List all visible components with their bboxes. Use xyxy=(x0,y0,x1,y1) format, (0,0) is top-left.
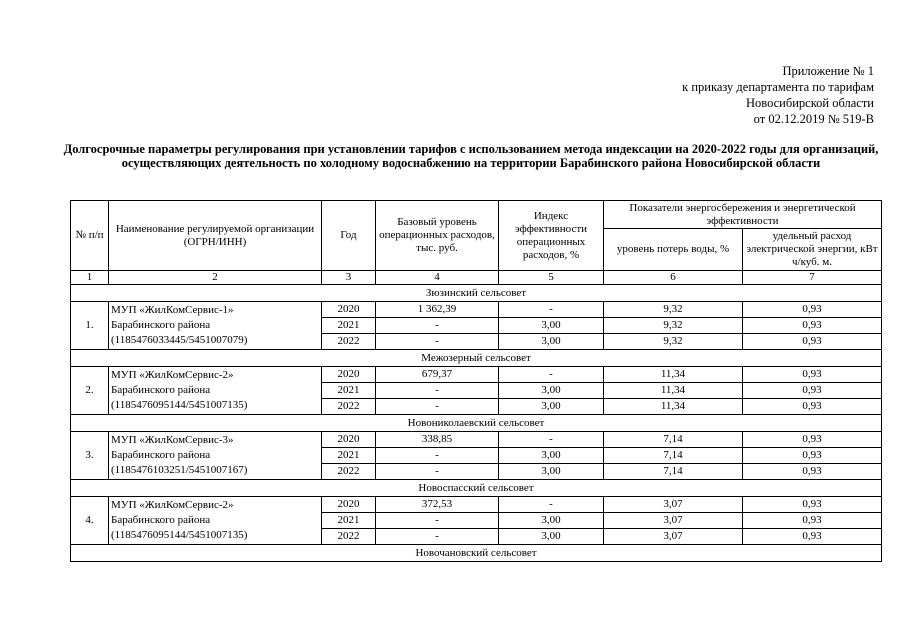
column-number: 3 xyxy=(322,271,376,285)
table-row xyxy=(71,432,882,448)
appendix-line-2: к приказу департамента по тарифам xyxy=(682,80,874,94)
water-loss-cell: 7,14 xyxy=(604,464,743,480)
org-district: Барабинского района xyxy=(111,449,211,461)
org-name: МУП «ЖилКомСервис-3» xyxy=(111,434,234,446)
water-loss-cell: 11,34 xyxy=(604,367,743,383)
appendix-line-4: от 02.12.2019 № 519-В xyxy=(753,112,874,126)
column-number: 1 xyxy=(71,271,109,285)
organization-cell xyxy=(109,497,322,545)
appendix-line-1: Приложение № 1 xyxy=(782,64,874,78)
year-cell: 2021 xyxy=(322,318,376,334)
parameters-table xyxy=(70,200,882,562)
water-loss-cell: 7,14 xyxy=(604,448,743,464)
year-cell: 2022 xyxy=(322,464,376,480)
power-use-cell: 0,93 xyxy=(743,432,882,448)
table-row xyxy=(71,302,882,318)
column-number: 5 xyxy=(499,271,604,285)
base-level-cell: - xyxy=(376,448,499,464)
power-use-cell: 0,93 xyxy=(743,302,882,318)
year-cell: 2020 xyxy=(322,367,376,383)
org-ids: (1185476095144/5451007135) xyxy=(111,399,248,411)
power-use-cell: 0,93 xyxy=(743,464,882,480)
appendix-line-3: Новосибирской области xyxy=(745,96,874,110)
section-row xyxy=(71,480,882,497)
efficiency-index-cell: - xyxy=(499,367,604,383)
power-use-cell: 0,93 xyxy=(743,513,882,529)
org-district: Барабинского района xyxy=(111,384,211,396)
power-use-cell: 0,93 xyxy=(743,367,882,383)
power-use-cell: 0,93 xyxy=(743,448,882,464)
year-cell: 2020 xyxy=(322,497,376,513)
power-use-cell: 0,93 xyxy=(743,383,882,399)
efficiency-index-cell: 3,00 xyxy=(499,464,604,480)
water-loss-cell: 9,32 xyxy=(604,318,743,334)
water-loss-cell: 9,32 xyxy=(604,302,743,318)
water-loss-cell: 11,34 xyxy=(604,383,743,399)
base-level-cell: 1 362,39 xyxy=(376,302,499,318)
row-number: 2. xyxy=(71,367,109,415)
year-cell: 2020 xyxy=(322,302,376,318)
efficiency-index-cell: - xyxy=(499,302,604,318)
water-loss-cell: 3,07 xyxy=(604,513,743,529)
section-row xyxy=(71,285,882,302)
document-title: Долгосрочные параметры регулирования при установлении тарифов с использованием метода индексации на 2020-2022 годы для организаций, осуществляющих деятельность по холодному водоснабжению на территории Барабинского района Новосибирской области xyxy=(63,142,879,170)
year-cell: 2022 xyxy=(322,399,376,415)
org-ids: (1185476033445/5451007079) xyxy=(111,334,248,346)
column-numbers-row xyxy=(71,271,882,285)
header-water-loss: уровень потерь воды, % xyxy=(604,229,743,271)
section-row xyxy=(71,415,882,432)
org-district: Барабинского района xyxy=(111,319,211,331)
efficiency-index-cell: 3,00 xyxy=(499,529,604,545)
efficiency-index-cell: - xyxy=(499,497,604,513)
header-org: Наименование регулируемой организации (ОГРН/ИНН) xyxy=(109,201,322,271)
section-name: Новониколаевский сельсовет xyxy=(71,415,882,432)
header-energy-group: Показатели энергосбережения и энергетической эффективности xyxy=(604,201,882,229)
column-number: 2 xyxy=(109,271,322,285)
header-power-use: удельный расход электрической энергии, кВт ч/куб. м. xyxy=(743,229,882,271)
org-ids: (1185476095144/5451007135) xyxy=(111,529,248,541)
year-cell: 2021 xyxy=(322,448,376,464)
section-name: Межозерный сельсовет xyxy=(71,350,882,367)
water-loss-cell: 3,07 xyxy=(604,497,743,513)
org-district: Барабинского района xyxy=(111,514,211,526)
year-cell: 2021 xyxy=(322,513,376,529)
section-name: Новоспасский сельсовет xyxy=(71,480,882,497)
year-cell: 2020 xyxy=(322,432,376,448)
base-level-cell: - xyxy=(376,529,499,545)
efficiency-index-cell: 3,00 xyxy=(499,334,604,350)
power-use-cell: 0,93 xyxy=(743,334,882,350)
table-row xyxy=(71,367,882,383)
column-number: 7 xyxy=(743,271,882,285)
year-cell: 2022 xyxy=(322,334,376,350)
base-level-cell: 679,37 xyxy=(376,367,499,383)
row-number: 1. xyxy=(71,302,109,350)
table-row xyxy=(71,497,882,513)
organization-cell xyxy=(109,432,322,480)
water-loss-cell: 11,34 xyxy=(604,399,743,415)
year-cell: 2021 xyxy=(322,383,376,399)
base-level-cell: - xyxy=(376,399,499,415)
water-loss-cell: 7,14 xyxy=(604,432,743,448)
efficiency-index-cell: 3,00 xyxy=(499,399,604,415)
efficiency-index-cell: - xyxy=(499,432,604,448)
header-year: Год xyxy=(322,201,376,271)
organization-cell xyxy=(109,367,322,415)
section-name: Зюзинский сельсовет xyxy=(71,285,882,302)
header-efficiency-index: Индекс эффективности операционных расходов, % xyxy=(499,201,604,271)
column-number: 4 xyxy=(376,271,499,285)
efficiency-index-cell: 3,00 xyxy=(499,513,604,529)
org-name: МУП «ЖилКомСервис-2» xyxy=(111,369,234,381)
column-number: 6 xyxy=(604,271,743,285)
base-level-cell: 338,85 xyxy=(376,432,499,448)
header-base-level: Базовый уровень операционных расходов, тыс. руб. xyxy=(376,201,499,271)
efficiency-index-cell: 3,00 xyxy=(499,318,604,334)
section-row xyxy=(71,545,882,562)
base-level-cell: - xyxy=(376,383,499,399)
section-row xyxy=(71,350,882,367)
efficiency-index-cell: 3,00 xyxy=(499,448,604,464)
efficiency-index-cell: 3,00 xyxy=(499,383,604,399)
row-number: 4. xyxy=(71,497,109,545)
base-level-cell: - xyxy=(376,334,499,350)
water-loss-cell: 9,32 xyxy=(604,334,743,350)
org-name: МУП «ЖилКомСервис-2» xyxy=(111,499,234,511)
section-name: Новочановский сельсовет xyxy=(71,545,882,562)
base-level-cell: 372,53 xyxy=(376,497,499,513)
org-ids: (1185476103251/5451007167) xyxy=(111,464,248,476)
header-num: № п/п xyxy=(71,201,109,271)
base-level-cell: - xyxy=(376,513,499,529)
power-use-cell: 0,93 xyxy=(743,318,882,334)
power-use-cell: 0,93 xyxy=(743,529,882,545)
base-level-cell: - xyxy=(376,318,499,334)
year-cell: 2022 xyxy=(322,529,376,545)
power-use-cell: 0,93 xyxy=(743,497,882,513)
organization-cell xyxy=(109,302,322,350)
appendix-block xyxy=(682,63,874,127)
row-number: 3. xyxy=(71,432,109,480)
power-use-cell: 0,93 xyxy=(743,399,882,415)
org-name: МУП «ЖилКомСервис-1» xyxy=(111,304,234,316)
base-level-cell: - xyxy=(376,464,499,480)
water-loss-cell: 3,07 xyxy=(604,529,743,545)
